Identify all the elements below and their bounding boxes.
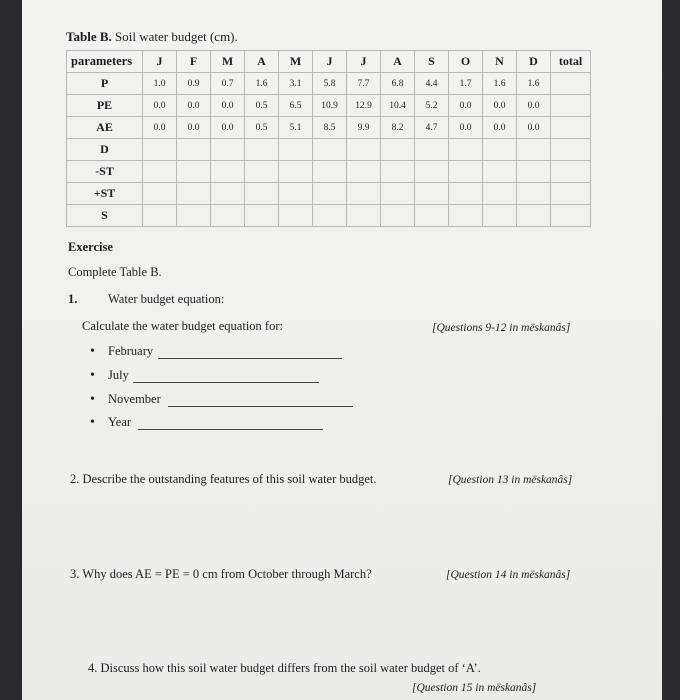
row-label: S	[67, 205, 143, 227]
table-cell[interactable]	[279, 161, 313, 183]
row-label: +ST	[67, 183, 143, 205]
question-3-reference: [Question 14 in mëskanâs]	[446, 569, 571, 581]
table-cell[interactable]	[517, 205, 551, 227]
header-month: O	[449, 51, 483, 73]
table-cell: 0.0	[177, 95, 211, 117]
table-title	[66, 29, 238, 45]
table-row	[67, 205, 591, 227]
table-cell[interactable]	[517, 161, 551, 183]
table-cell[interactable]	[449, 139, 483, 161]
table-cell[interactable]	[211, 139, 245, 161]
table-cell: 8.5	[313, 117, 347, 139]
table-row	[67, 139, 591, 161]
header-month: N	[483, 51, 517, 73]
table-cell-total[interactable]	[551, 95, 591, 117]
table-cell: 8.2	[381, 117, 415, 139]
table-cell: 12.9	[347, 95, 381, 117]
table-cell[interactable]	[347, 183, 381, 205]
answer-line-february[interactable]	[158, 358, 342, 359]
table-cell[interactable]	[381, 139, 415, 161]
table-cell: 6.8	[381, 73, 415, 95]
table-cell: 1.7	[449, 73, 483, 95]
table-row	[67, 183, 591, 205]
table-cell[interactable]	[347, 139, 381, 161]
table-cell: 0.0	[517, 117, 551, 139]
table-cell[interactable]	[517, 139, 551, 161]
header-month: S	[415, 51, 449, 73]
question-1-title: Water budget equation:	[108, 292, 225, 306]
table-cell: 7.7	[347, 73, 381, 95]
table-cell: 0.0	[211, 117, 245, 139]
q1-item-july: July	[108, 368, 129, 382]
table-cell: 0.0	[177, 117, 211, 139]
table-cell: 1.0	[143, 73, 177, 95]
table-cell[interactable]	[313, 139, 347, 161]
table-cell[interactable]	[143, 183, 177, 205]
table-cell[interactable]	[313, 205, 347, 227]
table-cell: 0.0	[483, 117, 517, 139]
table-cell[interactable]	[245, 139, 279, 161]
table-cell[interactable]	[415, 161, 449, 183]
header-month: J	[347, 51, 381, 73]
exercise-heading: Exercise	[68, 240, 113, 254]
table-cell[interactable]	[449, 205, 483, 227]
table-cell: 6.5	[279, 95, 313, 117]
table-cell: 5.2	[415, 95, 449, 117]
q1-item-february: February	[108, 344, 154, 358]
table-cell[interactable]	[279, 139, 313, 161]
table-row	[67, 161, 591, 183]
table-cell: 4.4	[415, 73, 449, 95]
table-title-rest: Soil water budget (cm).	[111, 29, 238, 44]
table-cell[interactable]	[381, 205, 415, 227]
table-cell: 3.1	[279, 73, 313, 95]
header-month: D	[517, 51, 551, 73]
table-cell[interactable]	[177, 183, 211, 205]
table-cell: 0.5	[245, 117, 279, 139]
table-cell[interactable]	[415, 139, 449, 161]
table-cell[interactable]	[449, 183, 483, 205]
table-cell: 5.8	[313, 73, 347, 95]
question-3: 3. Why does AE = PE = 0 cm from October through March?	[70, 567, 372, 581]
table-title-prefix: Table B.	[66, 29, 112, 44]
row-label: D	[67, 139, 143, 161]
header-month: M	[211, 51, 245, 73]
table-cell[interactable]	[347, 161, 381, 183]
table-cell: 1.6	[517, 73, 551, 95]
header-month: J	[313, 51, 347, 73]
header-month: J	[143, 51, 177, 73]
table-cell[interactable]	[143, 139, 177, 161]
table-row	[67, 73, 591, 95]
table-cell: 0.0	[143, 95, 177, 117]
table-cell[interactable]	[517, 183, 551, 205]
table-cell[interactable]	[313, 183, 347, 205]
table-cell[interactable]	[177, 205, 211, 227]
table-cell: 1.6	[483, 73, 517, 95]
worksheet-page	[22, 0, 662, 700]
header-month: A	[381, 51, 415, 73]
table-cell: 5.1	[279, 117, 313, 139]
table-cell[interactable]	[347, 205, 381, 227]
q1-item-year: Year	[108, 415, 132, 429]
table-cell-total[interactable]	[551, 73, 591, 95]
table-cell[interactable]	[483, 161, 517, 183]
table-cell[interactable]	[279, 205, 313, 227]
table-cell-total[interactable]	[551, 139, 591, 161]
table-cell[interactable]	[415, 183, 449, 205]
header-month: A	[245, 51, 279, 73]
table-cell[interactable]	[177, 139, 211, 161]
table-cell[interactable]	[245, 205, 279, 227]
answer-line-july[interactable]	[133, 382, 319, 383]
header-parameters: parameters	[67, 51, 143, 73]
table-cell[interactable]	[245, 161, 279, 183]
table-cell[interactable]	[143, 161, 177, 183]
table-cell[interactable]	[211, 161, 245, 183]
question-1-number: 1.	[68, 292, 78, 306]
table-cell[interactable]	[483, 139, 517, 161]
table-cell: 10.9	[313, 95, 347, 117]
table-cell[interactable]	[381, 161, 415, 183]
table-cell: 4.7	[415, 117, 449, 139]
row-label: P	[67, 73, 143, 95]
table-cell-total[interactable]	[551, 117, 591, 139]
bullet-icon: •	[90, 344, 95, 359]
bullet-icon: •	[90, 415, 95, 430]
table-cell-total[interactable]	[551, 161, 591, 183]
table-cell[interactable]	[449, 161, 483, 183]
question-2: 2. Describe the outstanding features of this soil water budget.	[70, 472, 377, 486]
row-label: AE	[67, 117, 143, 139]
table-cell[interactable]	[483, 183, 517, 205]
table-cell[interactable]	[245, 183, 279, 205]
answer-line-year[interactable]	[138, 429, 323, 430]
table-cell[interactable]	[279, 183, 313, 205]
header-total: total	[551, 51, 591, 73]
table-cell: 10.4	[381, 95, 415, 117]
table-cell: 0.0	[517, 95, 551, 117]
question-2-reference: [Question 13 in mëskanâs]	[448, 474, 573, 486]
table-cell: 0.0	[449, 117, 483, 139]
table-cell[interactable]	[211, 205, 245, 227]
exercise-instruction: Complete Table B.	[68, 265, 162, 279]
table-row	[67, 95, 591, 117]
soil-water-budget-table	[66, 50, 591, 227]
row-label: -ST	[67, 161, 143, 183]
table-cell: 0.0	[449, 95, 483, 117]
table-header-row	[67, 51, 591, 73]
table-cell: 0.7	[211, 73, 245, 95]
table-cell[interactable]	[483, 205, 517, 227]
table-cell: 1.6	[245, 73, 279, 95]
table-cell[interactable]	[381, 183, 415, 205]
table-cell[interactable]	[415, 205, 449, 227]
q1-item-november: November	[108, 392, 161, 406]
row-label: PE	[67, 95, 143, 117]
table-cell-total[interactable]	[551, 183, 591, 205]
question-1-reference: [Questions 9-12 in mëskanâs]	[432, 322, 571, 334]
question-4-reference: [Question 15 in mëskanâs]	[412, 682, 537, 694]
header-month: F	[177, 51, 211, 73]
table-cell[interactable]	[177, 161, 211, 183]
table-cell[interactable]	[211, 183, 245, 205]
table-cell: 0.0	[211, 95, 245, 117]
table-row	[67, 117, 591, 139]
table-cell: 9.9	[347, 117, 381, 139]
bullet-icon: •	[90, 368, 95, 383]
table-cell: 0.0	[143, 117, 177, 139]
answer-line-november[interactable]	[168, 406, 353, 407]
header-month: M	[279, 51, 313, 73]
table-cell: 0.9	[177, 73, 211, 95]
table-cell: 0.0	[483, 95, 517, 117]
table-cell: 0.5	[245, 95, 279, 117]
question-4: 4. Discuss how this soil water budget differs from the soil water budget of ‘A’.	[88, 661, 481, 675]
table-cell[interactable]	[313, 161, 347, 183]
bullet-icon: •	[90, 392, 95, 407]
table-cell-total[interactable]	[551, 205, 591, 227]
question-1-prompt: Calculate the water budget equation for:	[82, 319, 283, 333]
table-cell[interactable]	[143, 205, 177, 227]
